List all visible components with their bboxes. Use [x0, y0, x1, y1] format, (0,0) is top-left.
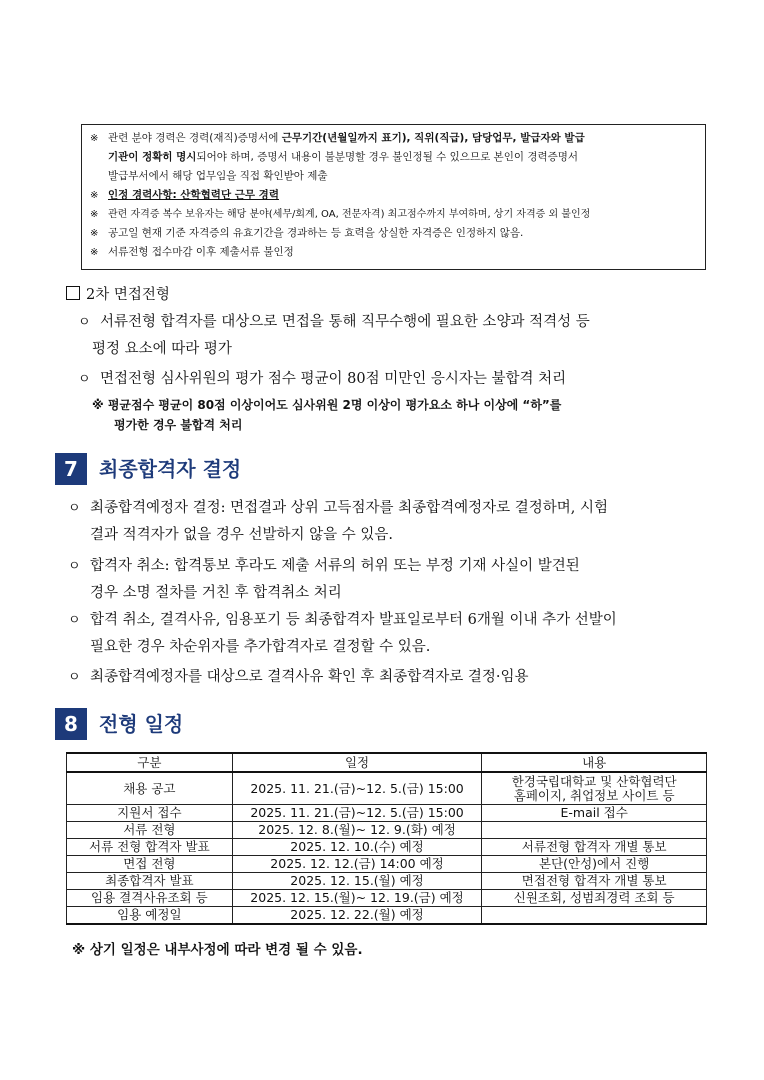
- table-row: 최종합격자 발표 2025. 12. 15.(월) 예정 면접전형 합격자 개별 통보: [67, 873, 707, 890]
- checkbox-square-icon: [66, 286, 80, 300]
- section-title: 최종합격자 결정: [99, 457, 242, 481]
- schedule-table: [66, 752, 707, 925]
- section-title: 전형 일정: [99, 712, 184, 736]
- final-bullet-4: ㅇ 최종합격예정자를 대상으로 결격사유 확인 후 최종합격자로 결정·임용: [90, 664, 528, 691]
- final-bullet-1: ㅇ 최종합격예정자 결정: 면접결과 상위 고득점자를 최종합격예정자로 결정하며, 시험 결과 적격자가 없을 경우 선발하지 않을 수 있음.: [90, 495, 608, 549]
- interview-bullet-2: ㅇ 면접전형 심사위원의 평가 점수 평균이 80점 미만인 응시자는 불합격 처리: [100, 366, 566, 393]
- note-multiple-certificates: ※ 관련 자격증 복수 보유자는 해당 분야(세무/회계, OA, 전문자격) 최고점수까지 부여하며, 상기 자격증 외 불인정: [90, 209, 591, 220]
- table-row: 서류 전형 2025. 12. 8.(월)~ 12. 9.(화) 예정: [67, 822, 707, 839]
- table-row: 서류 전형 합격자 발표 2025. 12. 10.(수) 예정 서류전형 합격자 개별 통보: [67, 839, 707, 856]
- table-header-cell: 일정: [232, 753, 482, 772]
- final-bullet-2: ㅇ 합격자 취소: 합격통보 후라도 제출 서류의 허위 또는 부정 기재 사실이 발견된 경우 소명 절차를 거친 후 합격취소 처리: [90, 553, 580, 607]
- interview-heading: 2차 면접전형: [66, 283, 170, 304]
- note-late-documents: ※ 서류전형 접수마감 이후 제출서류 불인정: [90, 246, 294, 258]
- table-row: 지원서 접수 2025. 11. 21.(금)~12. 5.(금) 15:00 E-mail 접수: [67, 805, 707, 822]
- table-row: 채용 공고 2025. 11. 21.(금)~12. 5.(금) 15:00 한경국립대학교 및 산학협력단 홈페이지, 취업정보 사이트 등: [67, 772, 707, 805]
- table-row: 임용 결격사유조회 등 2025. 12. 15.(월)~ 12. 19.(금) 예정 신원조회, 성범죄경력 조회 등: [67, 890, 707, 907]
- note-expired-certificates: ※ 공고일 현재 기준 자격증의 유효기간을 경과하는 등 효력을 상실한 자격증은 인정하지 않음.: [90, 227, 524, 239]
- notes-box: [81, 124, 706, 270]
- table-header-cell: 구분: [67, 753, 233, 772]
- circle-bullet-icon: ㅇ: [78, 315, 91, 330]
- note-mark: ※: [90, 133, 99, 144]
- schedule-footnote: ※ 상기 일정은 내부사정에 따라 변경 될 수 있음.: [72, 942, 363, 958]
- table-row: 임용 예정일 2025. 12. 22.(월) 예정: [67, 907, 707, 925]
- table-header-cell: 내용: [482, 753, 707, 772]
- note-recognized-career: ※ 인정 경력사항: 산학협력단 근무 경력: [90, 189, 279, 201]
- section-number-badge: 8: [55, 708, 87, 740]
- circle-bullet-icon: ㅇ: [78, 372, 91, 387]
- table-header-row: [67, 753, 707, 772]
- circle-bullet-icon: ㅇ: [68, 613, 81, 628]
- final-bullet-3: ㅇ 합격 취소, 결격사유, 임용포기 등 최종합격자 발표일로부터 6개월 이내 추가 선발이 필요한 경우 차순위자를 추가합격자로 결정할 수 있음.: [90, 607, 617, 661]
- circle-bullet-icon: ㅇ: [68, 670, 81, 685]
- interview-bullet-1: ㅇ 서류전형 합격자를 대상으로 면접을 통해 직무수행에 필요한 소양과 적격성 등 평정 요소에 따라 평가: [100, 309, 590, 363]
- circle-bullet-icon: ㅇ: [68, 559, 81, 574]
- interview-subnote: ※ 평균점수 평균이 80점 이상이어도 심사위원 2명 이상이 평가요소 하나 이상에 “하”를 평가한 경우 불합격 처리: [92, 398, 562, 432]
- circle-bullet-icon: ㅇ: [68, 501, 81, 516]
- section-number-badge: 7: [55, 453, 87, 485]
- note-career-certificate: ※ 관련 분야 경력은 경력(재직)증명서에 근무기간(년월일까지 표기), 직위(직급), 담당업무, 발급자와 발급 기관이 정확히 명시되어야 하며, 증명서 내용이 불분명할 경우 불인정될 수 있으므로 본인이 경력증명서 발급부서에서 해당 업무임을 직접 확인받아 제출: [90, 129, 697, 186]
- table-row: 면접 전형 2025. 12. 12.(금) 14:00 예정 본단(안성)에서 진행: [67, 856, 707, 873]
